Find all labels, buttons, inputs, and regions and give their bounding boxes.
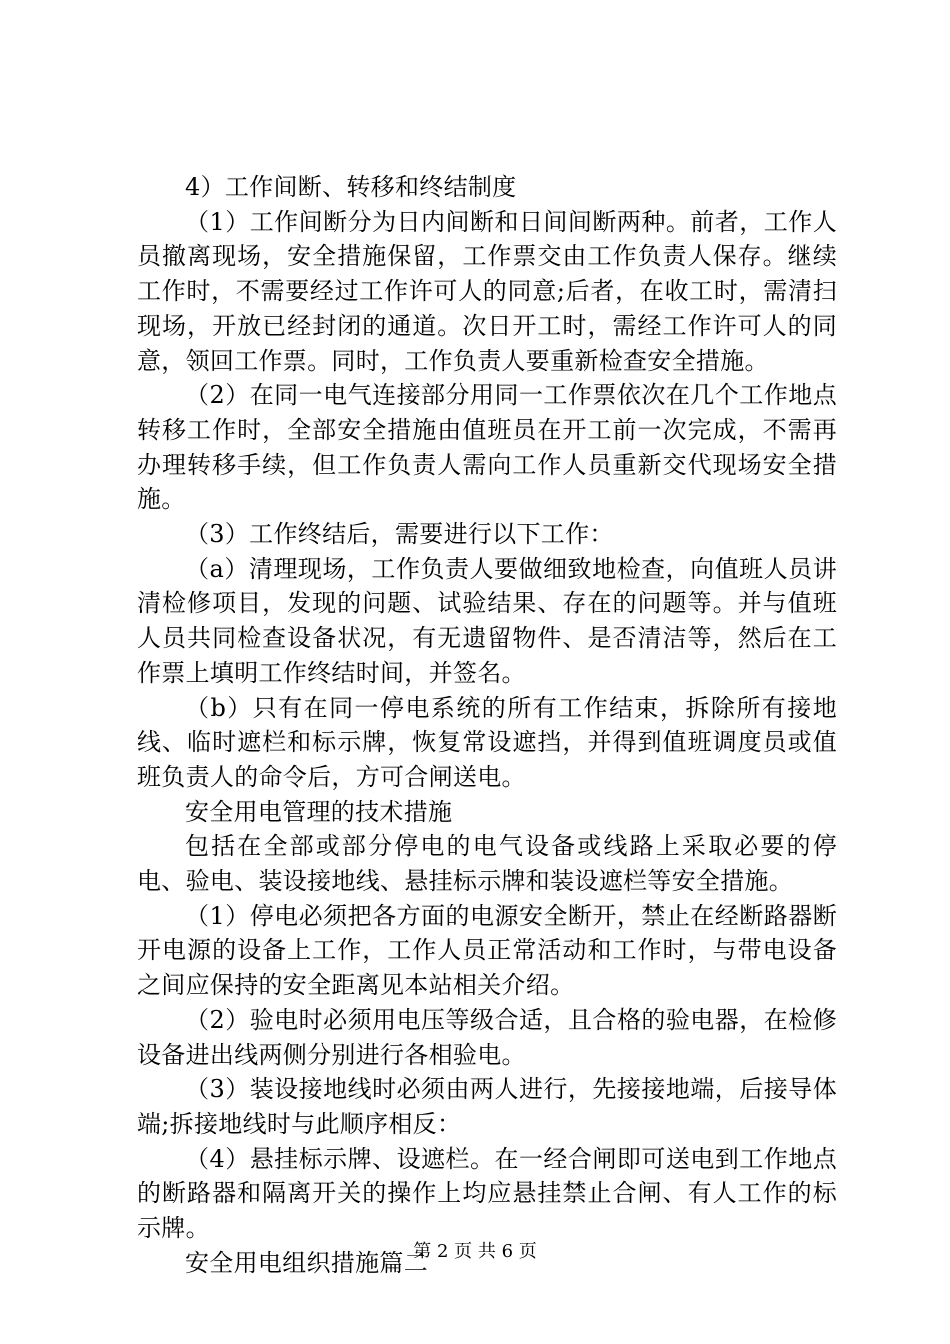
paragraph-power-off-1: （1）停电必须把各方面的电源安全断开，禁止在经断路器断开电源的设备上工作，工作人员正常活动和工作时，与带电设备之间应保持的安全距离见本站相关介绍。 [137,901,837,1000]
paragraph-signs-fences-4: （4）悬挂标示牌、设遮栏。在一经合闸即可送电到工作地点的断路器和隔离开关的操作上均应悬挂禁止合闸、有人工作的标示牌。 [137,1144,837,1243]
paragraph-work-termination-3: （3）工作终结后，需要进行以下工作： [185,520,614,549]
paragraph-technical-measures-intro: 包括在全部或部分停电的电气设备或线路上采取必要的停电、验电、装设接地线、悬挂标示牌和装设遮栏等安全措施。 [137,832,837,896]
paragraph-grounding-3: （3）装设接地线时必须由两人进行，先接接地端，后接导体端;拆接地线时与此顺序相反： [137,1075,837,1138]
paragraph-work-interruption-1: （1）工作间断分为日内间断和日间间断两种。前者，工作人员撤离现场，安全措施保留，工作票交由工作负责人保存。继续工作时，不需要经过工作许可人的同意;后者，在收工时，需清扫现场，开放已经封闭的通道。次日开工时，需经工作许可人的同意，领回工作票。同时，工作负责人要重新检查安全措施。 [137,207,837,375]
paragraph-work-transfer-2: （2）在同一电气连接部分用同一工作票依次在几个工作地点转移工作时，全部安全措施由值班员在开工前一次完成，不需再办理转移手续，但工作负责人需向工作人员重新交代现场安全措施。 [137,381,837,514]
section-heading-technical-measures: 安全用电管理的技术措施 [185,797,453,826]
section-heading-work-interruption: 4）工作间断、转移和终结制度 [185,173,517,201]
section-heading-organizational-measures-2: 安全用电组织措施篇二 [185,1248,428,1277]
paragraph-voltage-test-2: （2）验电时必须用电压等级合适，且合格的验电器，在检修设备进出线两侧分别进行各相验电。 [137,1005,837,1069]
paragraph-termination-a: （a）清理现场，工作负责人要做细致地检查，向值班人员讲清检修项目，发现的问题、试验结果、存在的问题等。并与值班人员共同检查设备状况，有无遗留物件、是否清洁等，然后在工作票上填明工作终结时间，并签名。 [137,554,838,687]
page-number-footer: 第 2 页 共 6 页 [413,1241,537,1262]
document-body [137,170,837,1281]
paragraph-termination-b: （b）只有在同一停电系统的所有工作结束，拆除所有接地线、临时遮栏和标示牌，恢复常设遮挡，并得到值班调度员或值班负责人的命令后，方可合闸送电。 [137,693,837,791]
